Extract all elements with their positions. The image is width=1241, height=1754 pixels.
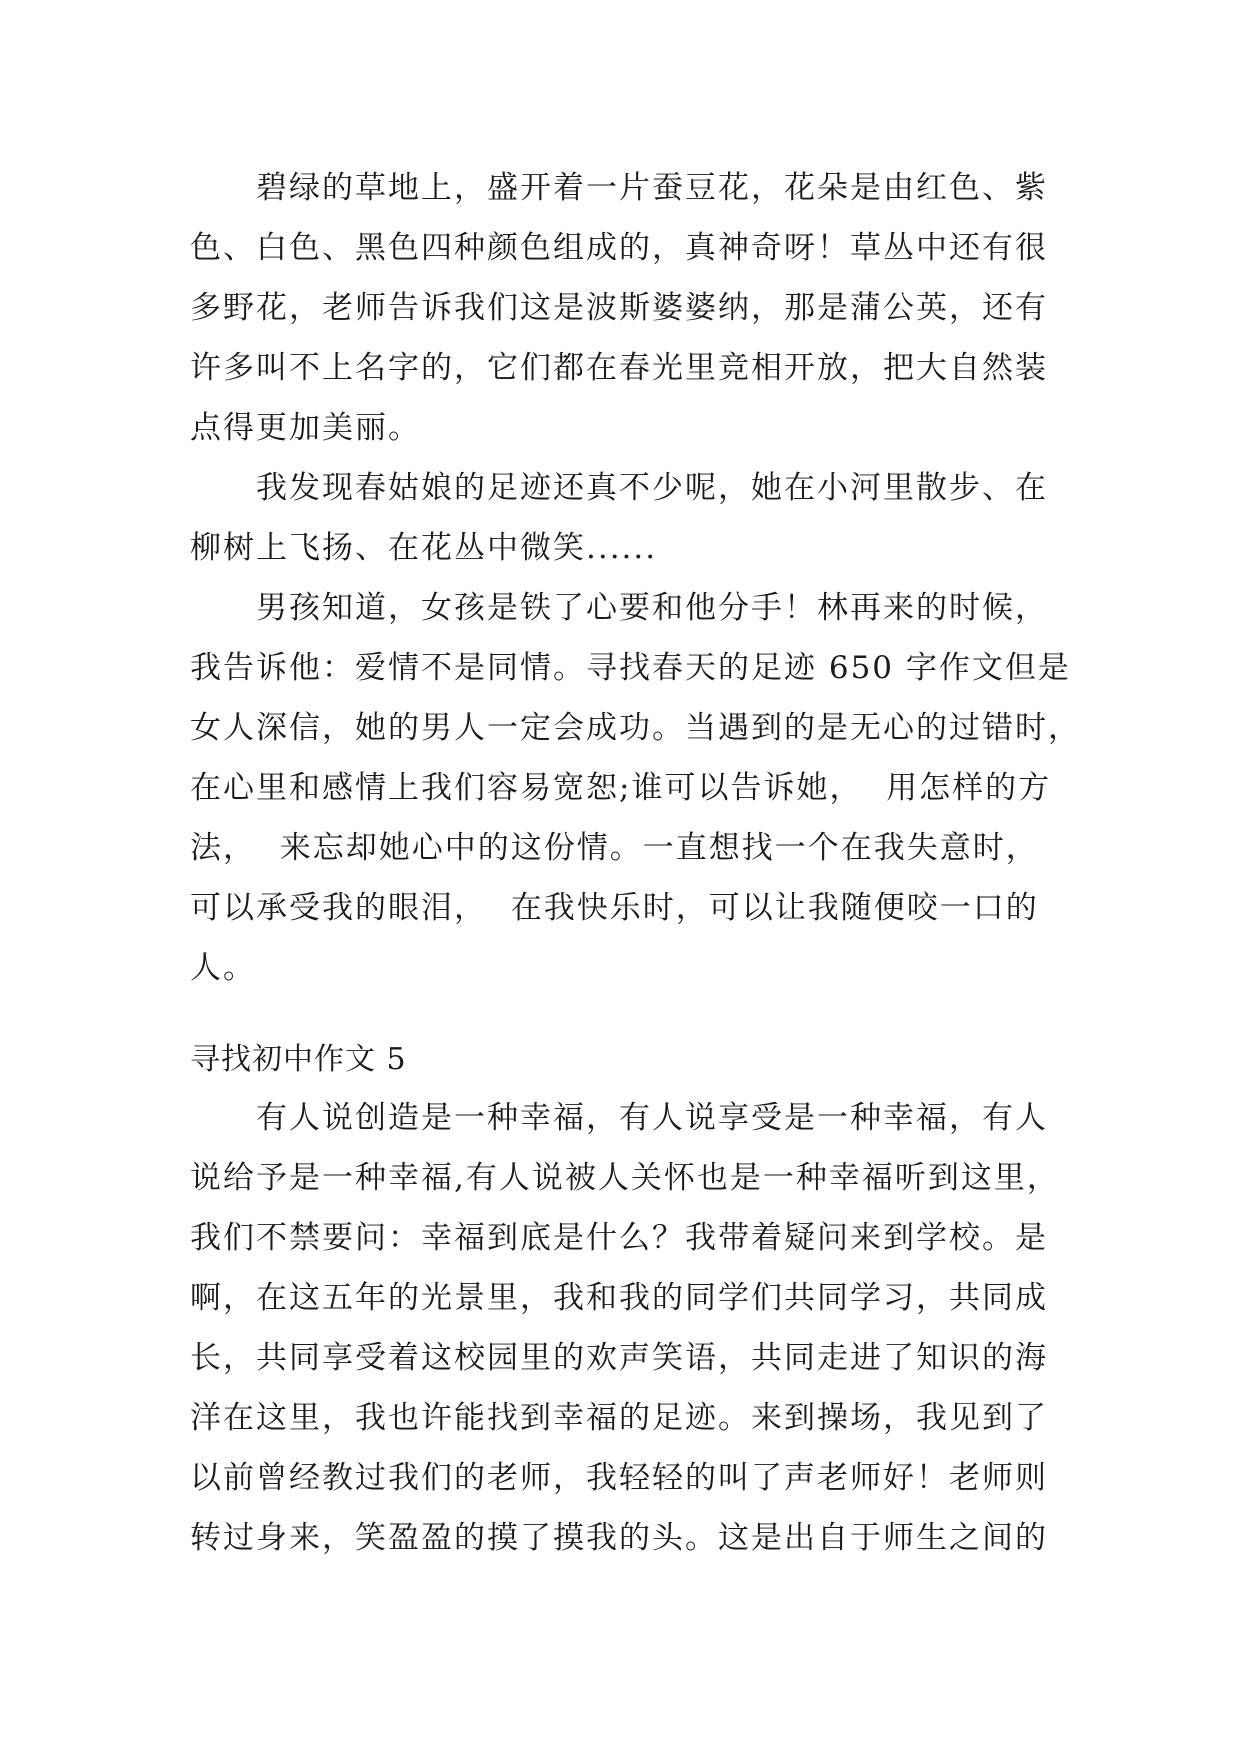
text-line: 点得更加美丽。 (190, 410, 421, 446)
text-line: 长，共同享受着这校园里的欢声笑语，共同走进了知识的海 (190, 1340, 1048, 1376)
text-line: 洋在这里，我也许能找到幸福的足迹。来到操场，我见到了 (190, 1400, 1048, 1436)
section-heading (190, 1030, 1060, 1090)
paragraph-grass-flowers (190, 158, 1060, 458)
text-line: 多野花，老师告诉我们这是波斯婆婆纳，那是蒲公英，还有 (190, 290, 1048, 326)
paragraph-love-story (190, 578, 1081, 998)
text-line: 女人深信，她的男人一定会成功。当遇到的是无心的过错时， (190, 710, 1081, 746)
text-line: 法， 来忘却她心中的这份情。一直想找一个在我失意时， (190, 830, 1039, 866)
text-line: 可以承受我的眼泪， 在我快乐时，可以让我随便咬一口的 (190, 890, 1039, 926)
text-line: 柳树上飞扬、在花丛中微笑...... (190, 530, 658, 566)
paragraph-spring-footprints (190, 458, 1060, 578)
text-line: 色、白色、黑色四种颜色组成的，真神奇呀！草丛中还有很 (190, 230, 1048, 266)
text-line: 我告诉他：爱情不是同情。寻找春天的足迹 650 字作文但是 (190, 650, 1071, 686)
text-line: 在心里和感情上我们容易宽恕;谁可以告诉她， 用怎样的方 (190, 770, 1052, 806)
text-line: 啊，在这五年的光景里，我和我的同学们共同学习，共同成 (190, 1280, 1048, 1316)
text-line: 以前曾经教过我们的老师，我轻轻的叫了声老师好！老师则 (190, 1460, 1048, 1496)
text-line: 碧绿的草地上，盛开着一片蚕豆花，花朵是由红色、紫 (256, 170, 1048, 206)
text-line: 人。 (190, 950, 256, 986)
text-line: 我发现春姑娘的足迹还真不少呢，她在小河里散步、在 (256, 470, 1048, 506)
text-line: 说给予是一种幸福,有人说被人关怀也是一种幸福听到这里， (190, 1160, 1060, 1196)
text-line: 男孩知道，女孩是铁了心要和他分手！林再来的时候， (256, 590, 1048, 626)
paragraph-happiness (190, 1088, 1060, 1568)
text-line: 我们不禁要问：幸福到底是什么？我带着疑问来到学校。是 (190, 1220, 1048, 1256)
text-line: 有人说创造是一种幸福，有人说享受是一种幸福，有人 (256, 1100, 1048, 1136)
section-title: 寻找初中作文 5 (190, 1042, 407, 1077)
text-line: 转过身来，笑盈盈的摸了摸我的头。这是出自于师生之间的 (190, 1520, 1048, 1556)
text-line: 许多叫不上名字的，它们都在春光里竞相开放，把大自然装 (190, 350, 1048, 386)
